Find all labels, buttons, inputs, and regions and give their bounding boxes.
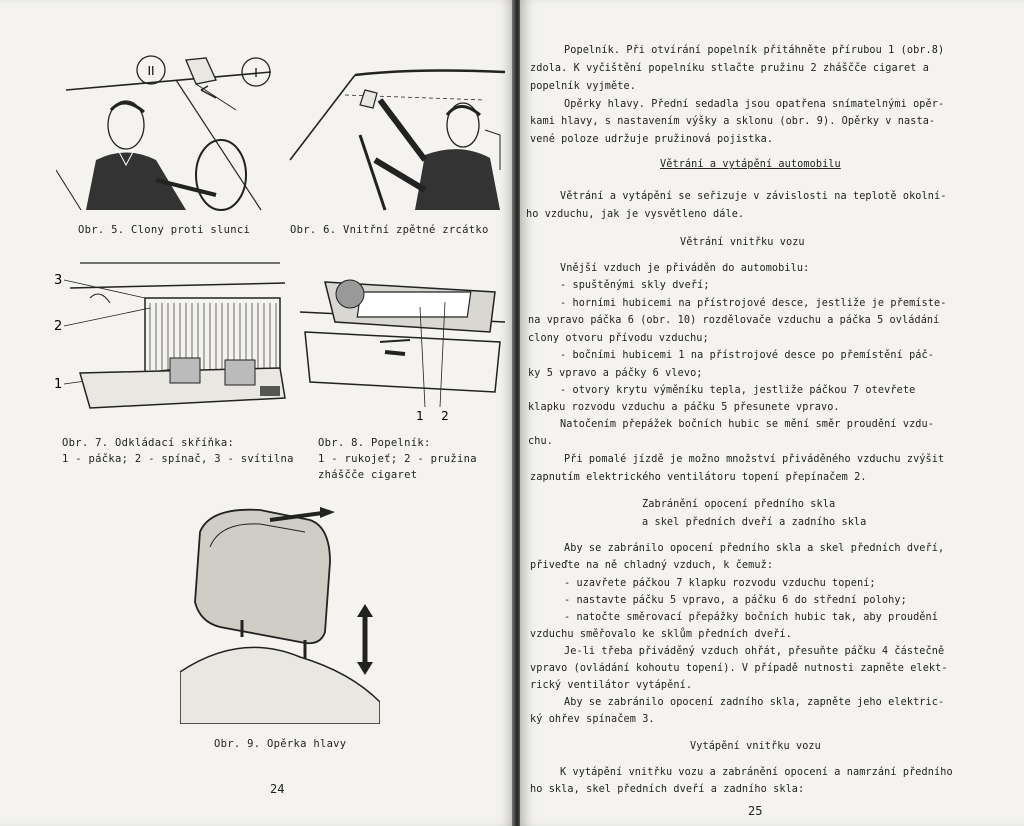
subheading-prevent-fogging-1: Zabránění opocení předního skla bbox=[642, 499, 836, 510]
right-page bbox=[520, 0, 1024, 826]
fig7-label-3: 3 bbox=[54, 273, 63, 288]
figure-8-caption-line2: 1 - rukojeť; 2 - pružina bbox=[318, 453, 477, 465]
section-heading-ventilation-heating: Větrání a vytápění automobilu bbox=[660, 159, 841, 170]
figure-5-sun-visors bbox=[56, 50, 280, 215]
text-line-31: vzduchu směřovalo ke sklům předních dveří. bbox=[530, 629, 792, 640]
fig8-label-2: 2 bbox=[441, 409, 449, 423]
subheading-interior-heating: Vytápění vnitřku vozu bbox=[690, 741, 821, 752]
text-line-20: Natočením přepážek bočních hubic se mění směr proudění vzdu- bbox=[560, 419, 935, 430]
text-line-28: - uzavřete páčkou 7 klapku rozvodu vzduchu topení; bbox=[564, 578, 876, 589]
text-line-34: rický ventilátor vytápění. bbox=[530, 680, 693, 691]
figure-6-caption: Obr. 6. Vnitřní zpětné zrcátko bbox=[290, 224, 489, 236]
text-line-17: ky 5 vpravo a páčky 6 vlevo; bbox=[528, 368, 703, 379]
text-line-13: - horními hubicemi na přístrojové desce, jestliže je přemíste- bbox=[560, 298, 947, 309]
text-line-1: Popelník. Při otvírání popelník přitáhněte přírubou 1 (obr.8) bbox=[564, 45, 945, 56]
text-line-39: ho skla, skel předních dveří a zadního skla: bbox=[530, 784, 805, 795]
text-line-32: Je-li třeba přiváděný vzduch ohřát, přesuňte páčku 4 částečně bbox=[564, 646, 945, 657]
text-line-8: Větrání a vytápění se seřizuje v závislosti na teplotě okolní- bbox=[560, 191, 947, 202]
figure-7-caption-line2: 1 - páčka; 2 - spínač, 3 - svítilna bbox=[62, 453, 294, 465]
fig5-label-ii: II bbox=[147, 64, 155, 78]
text-line-21: chu. bbox=[528, 436, 553, 447]
text-line-29: - nastavte páčku 5 vpravo, a páčku 6 do střední polohy; bbox=[564, 595, 907, 606]
figure-6-rear-view-mirror bbox=[285, 60, 507, 215]
text-line-2: zdola. K vyčištění popelníku stlačte pružinu 2 zháščče cigaret a bbox=[530, 63, 929, 74]
page-number-right: 25 bbox=[748, 804, 763, 818]
text-line-19: klapku rozvodu vzduchu a páčku 5 přesunete vpravo. bbox=[528, 402, 840, 413]
page-number-left: 24 bbox=[270, 782, 285, 796]
text-line-4: Opěrky hlavy. Přední sedadla jsou opatřena snímatelnými opěr- bbox=[564, 99, 945, 110]
fig7-label-2: 2 bbox=[54, 319, 63, 334]
figure-9-head-restraint bbox=[180, 502, 380, 724]
text-line-11: Vnější vzduch je přiváděn do automobilu: bbox=[560, 263, 810, 274]
fig7-label-1: 1 bbox=[54, 377, 63, 392]
text-line-14: na vpravo páčka 6 (obr. 10) rozdělovače vzduchu a páčka 5 ovládání bbox=[528, 315, 940, 326]
subheading-prevent-fogging-2: a skel předních dveří a zadního skla bbox=[642, 517, 867, 528]
text-line-27: přiveďte na ně chladný vzduch, k čemuž: bbox=[530, 560, 774, 571]
text-line-12: - spuštěnými skly dveří; bbox=[560, 280, 710, 291]
text-line-3: popelník vyjměte. bbox=[530, 81, 636, 92]
text-line-26: Aby se zabránilo opocení předního skla a skel předních dveří, bbox=[564, 543, 945, 554]
text-line-38: K vytápění vnitřku vozu a zabránění opocení a namrzání předního bbox=[560, 767, 953, 778]
figure-7-caption-line1: Obr. 7. Odkládací skříňka: bbox=[62, 437, 235, 449]
text-line-22: Při pomalé jízdě je možno množství přiváděného vzduchu zvýšit bbox=[564, 454, 945, 465]
text-line-30: - natočte směrovací přepážky bočních hubic tak, aby proudění bbox=[564, 612, 939, 623]
text-line-35: Aby se zabránilo opocení zadního skla, zapněte jeho elektric- bbox=[564, 697, 945, 708]
figure-8-ashtray bbox=[295, 262, 507, 427]
text-line-6: vené poloze udržuje pružinová pojistka. bbox=[530, 134, 774, 145]
figure-8-caption-line1: Obr. 8. Popelník: bbox=[318, 437, 431, 449]
text-line-15: clony otvoru přívodu vzduchu; bbox=[528, 333, 709, 344]
figure-8-caption-line3: zháščče cigaret bbox=[318, 469, 418, 481]
text-line-36: ký ohřev spínačem 3. bbox=[530, 714, 655, 725]
text-line-18: - otvory krytu výměníku tepla, jestliže páčkou 7 otevřete bbox=[560, 385, 916, 396]
figure-5-caption: Obr. 5. Clony proti slunci bbox=[78, 224, 251, 236]
fig8-label-1: 1 bbox=[416, 409, 424, 423]
figure-7-glove-box bbox=[50, 258, 288, 423]
fig5-label-i: I bbox=[254, 66, 258, 80]
text-line-33: vpravo (ovládání kohoutu topení). V případě nutnosti zapněte elekt- bbox=[530, 663, 948, 674]
text-line-5: kami hlavy, s nastavením výšky a sklonu (obr. 9). Opěrky v nasta- bbox=[530, 116, 936, 127]
subheading-interior-ventilation: Větrání vnitřku vozu bbox=[680, 237, 805, 248]
text-line-9: ho vzduchu, jak je vysvětleno dále. bbox=[526, 209, 745, 220]
figure-9-caption: Obr. 9. Opěrka hlavy bbox=[214, 738, 347, 750]
text-line-16: - bočními hubicemi 1 na přístrojové desce po přemístění páč- bbox=[560, 350, 935, 361]
text-line-23: zapnutím elektrického ventilátoru topení přepínačem 2. bbox=[530, 472, 867, 483]
